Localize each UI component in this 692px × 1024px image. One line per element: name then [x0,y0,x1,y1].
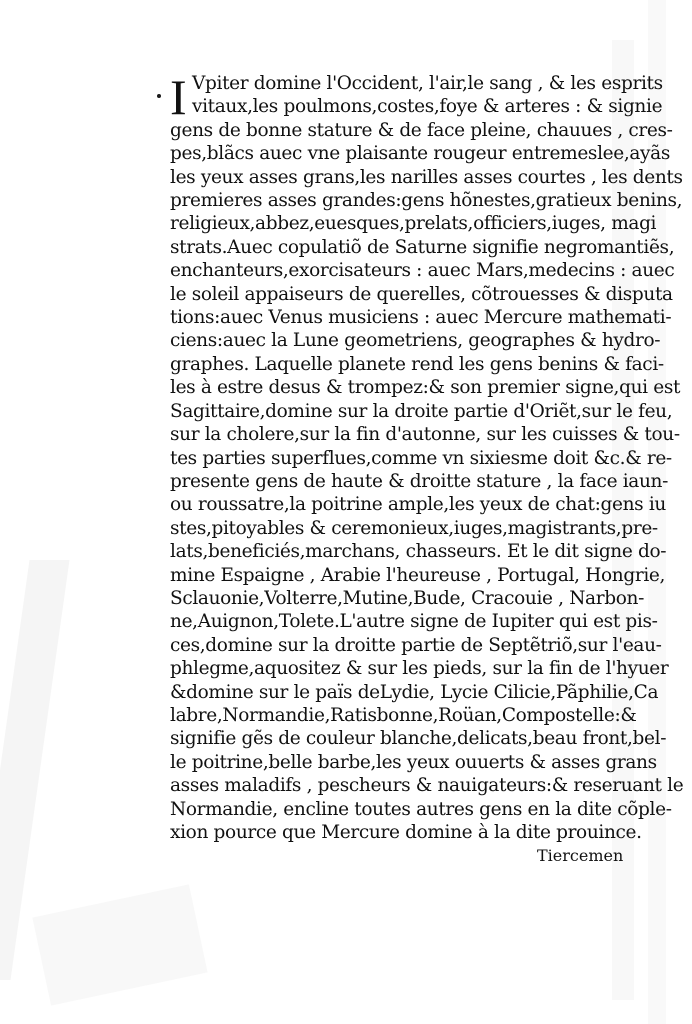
text-line: presente gens de haute & droitte stature , la face iaun- [170,470,668,492]
text-line: lats,beneficiés,marchans, chasseurs. Et le dit signe do- [170,541,667,563]
text-line: mine Espaigne , Arabie l'heureuse , Portugal, Hongrie, [170,564,666,586]
text-line: Normandie, encline toutes autres gens en la dite cõple- [170,798,672,820]
text-line: tes parties superflues,comme vn sixiesme doit &c.& re- [170,447,672,469]
text-line: strats.Auec copulatiõ de Saturne signifie negromantiẽs, [170,236,675,258]
text-line: ou roussatre,la poitrine ample,les yeux de chat:gens iu [170,494,666,516]
text-line: &domine sur le païs deLydie, Lycie Cilicie,Pãphilie,Ca [170,681,659,703]
text-line: pes,blãcs auec vne plaisante rougeur entremeslee,ayãs [170,143,670,165]
text-line: les à estre desus & trompez:& son premier signe,qui est [170,377,681,399]
text-line: labre,Normandie,Ratisbonne,Roüan,Compostelle:& [170,704,637,726]
text-line: premieres asses grandes:gens hõnestes,gratieux benins, [170,190,683,212]
text-line: Vpiter domine l'Occident, l'air,le sang , & les esprits [192,73,663,94]
body-text [170,69,684,844]
catchword: Tiercemen [537,846,624,865]
text-line: tions:auec Venus musiciens : auec Mercure mathemati- [170,307,672,329]
text-line: le poitrine,belle barbe,les yeux ouuerts & asses grans [170,751,657,773]
text-line: religieux,abbez,euesques,prelats,officiers,iuges, magi [170,213,657,235]
text-line: graphes. Laquelle planete rend les gens benins & faci- [170,353,664,375]
text-line: vitaux,les poulmons,costes,foye & arteres : & signie [192,96,663,118]
text-line: phlegme,aquositez & sur les pieds, sur la fin de l'hyuer [170,658,669,680]
margin-dot [157,94,161,98]
text-line: signifie gẽs de couleur blanche,delicats,beau front,bel- [170,728,667,750]
text-line: asses maladifs , pescheurs & nauigateurs:& reseruant le [170,775,684,797]
text-line: stes,pitoyables & ceremonieux,iuges,magistrants,pre- [170,517,658,539]
text-line: xion pource que Mercure domine à la dite prouince. [170,822,642,843]
text-line: les yeux asses grans,les narilles asses courtes , les dents [170,166,683,188]
text-line: Sclauonie,Volterre,Mutine,Bude, Cracouie , Narbon- [170,587,644,609]
text-line: ciens:auec la Lune geometriens, geographes & hydro- [170,330,661,352]
drop-cap: I [170,69,187,125]
text-line: sur la cholere,sur la fin d'autonne, sur les cuisses & tou- [170,424,680,446]
text-line: enchanteurs,exorcisateurs : auec Mars,medecins : auec [170,260,675,282]
text-line: ne,Auignon,Tolete.L'autre signe de Iupiter qui est pis- [170,611,658,633]
text-line: le soleil appaiseurs de querelles, cõtrouesses & disputa [170,283,673,305]
text-line: Sagittaire,domine sur la droite partie d'Oriẽt,sur le feu, [170,400,673,422]
text-line: ces,domine sur la droitte partie de Septẽtriõ,sur l'eau- [170,634,662,656]
text-line: gens de bonne stature & de face pleine, chauues , cres- [170,119,673,141]
scan-smudge [32,884,207,1005]
